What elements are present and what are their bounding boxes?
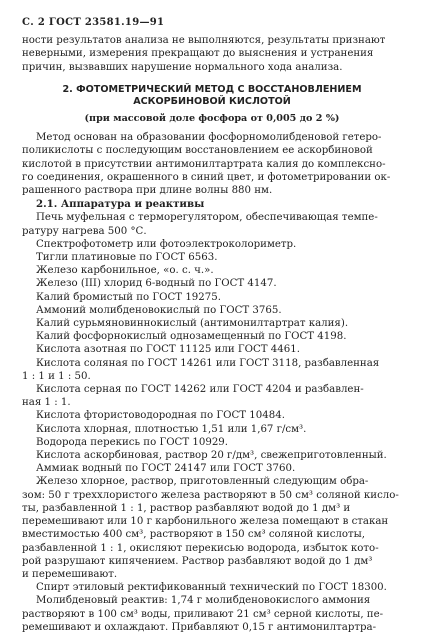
text-line: Молибденовый реактив: 1,74 г молибденовокислого аммония <box>36 595 371 607</box>
text-line: рашенного раствора при длине волны 880 нм. <box>22 185 273 197</box>
list-item: Калий сурьмяновиннокислый (антимонилтартрат калия). <box>36 318 349 330</box>
section-subtitle: (при массовой доле фосфора от 0,005 до 2 %) <box>84 113 340 124</box>
text-line: рой разрушают кипячением. Раствор разбавляют водой до 1 дм³ <box>22 555 373 567</box>
text-line: перемешивают или 10 г карбонильного железа помещают в стакан <box>22 516 389 528</box>
molybdenum-paragraph <box>22 594 402 634</box>
text-line: ремешивают и охлаждают. Прибавляют 0,15 г антимонилтартра- <box>22 621 377 633</box>
list-item: Кислота фтористоводородная по ГОСТ 10484. <box>36 410 285 422</box>
intro-paragraph <box>22 34 402 74</box>
spirit-line: Спирт этиловый ректификованный технический по ГОСТ 18300. <box>36 582 387 594</box>
text-line: растворяют в 100 см³ воды, приливают 21 см³ серной кислоты, пе- <box>22 608 384 620</box>
text-line: поликислоты с последующим восстановлением ее аскорбиновой <box>22 145 373 157</box>
text-line: ности результатов анализа не выполняются, результаты признают <box>22 35 386 47</box>
section-title <box>22 84 402 109</box>
method-paragraph <box>22 131 402 197</box>
section-title-line: 2. ФОТОМЕТРИЧЕСКИЙ МЕТОД С ВОССТАНОВЛЕНИЕМ <box>62 83 362 95</box>
list-item: Калий фосфорнокислый однозамещенный по ГОСТ 4198. <box>36 331 347 343</box>
list-item: Кислота аскорбиновая, раствор 20 г/дм³, свежеприготовленный. <box>36 450 387 462</box>
list-item: Кислота серная по ГОСТ 14262 или ГОСТ 4204 и разбавлен- <box>36 384 364 396</box>
text-line: зом: 50 г треххлористого железа растворяют в 50 см³ соляной кисло- <box>22 489 399 501</box>
list-item: Кислота соляная по ГОСТ 14261 или ГОСТ 3118, разбавленная <box>36 357 380 369</box>
list-item: Аммиак водный по ГОСТ 24147 или ГОСТ 3760. <box>36 463 296 475</box>
text-line: кислотой в присутствии антимонилтартрата калия до комплексно- <box>22 158 386 170</box>
iron-chloride-paragraph <box>22 475 402 581</box>
list-item: Аммоний молибденовокислый по ГОСТ 3765. <box>36 304 282 316</box>
text-line: разбавленной 1 : 1, окисляют перекисью водорода, избыток кото- <box>22 542 379 554</box>
page-header: С. 2 ГОСТ 23581.19—91 <box>22 17 165 28</box>
list-item: Кислота азотная по ГОСТ 11125 или ГОСТ 4461. <box>36 344 300 356</box>
text-line: го соединения, окрашенного в синий цвет, и фотометрировании ок- <box>22 171 391 183</box>
text-line: и перемешивают. <box>22 568 118 580</box>
list-item: Водорода перекись по ГОСТ 10929. <box>36 436 229 448</box>
text-line: ты, разбавленной 1 : 1, раствор разбавляют водой до 1 дм³ и <box>22 502 351 514</box>
list-item: ратуру нагрева 500 °С. <box>22 225 147 237</box>
text-line: неверными, измерения прекращают до выяснения и устранения <box>22 48 374 60</box>
list-item: ная 1 : 1. <box>22 397 71 409</box>
text-line: Железо хлорное, раствор, приготовленный следующим обра- <box>36 476 369 488</box>
text-line: Метод основан на образовании фосфорномолибденовой гетеро- <box>36 132 382 144</box>
list-item: Печь муфельная с терморегулятором, обеспечивающая темпе- <box>36 212 378 224</box>
list-item: Железо карбонильное, «о. с. ч.». <box>36 265 214 277</box>
list-item: Кислота хлорная, плотностью 1,51 или 1,67 г/см³. <box>36 423 307 435</box>
list-item: Тигли платиновые по ГОСТ 6563. <box>36 252 218 264</box>
section-title-line: АСКОРБИНОВОЙ КИСЛОТОЙ <box>133 96 291 108</box>
list-item: Железо (III) хлорид 6-водный по ГОСТ 4147. <box>36 278 277 290</box>
subsection-title: 2.1. Аппаратура и реактивы <box>36 198 205 211</box>
text-line: причин, вызвавших нарушение нормального хода анализа. <box>22 61 343 73</box>
text-line: вместимостью 400 см³, растворяют в 150 см³ соляной кислоты, <box>22 529 365 541</box>
equipment-list <box>22 211 402 475</box>
list-item: Спектрофотометр или фотоэлектроколориметр. <box>36 238 297 250</box>
list-item: Калий бромистый по ГОСТ 19275. <box>36 291 221 303</box>
list-item: 1 : 1 и 1 : 50. <box>22 370 91 382</box>
